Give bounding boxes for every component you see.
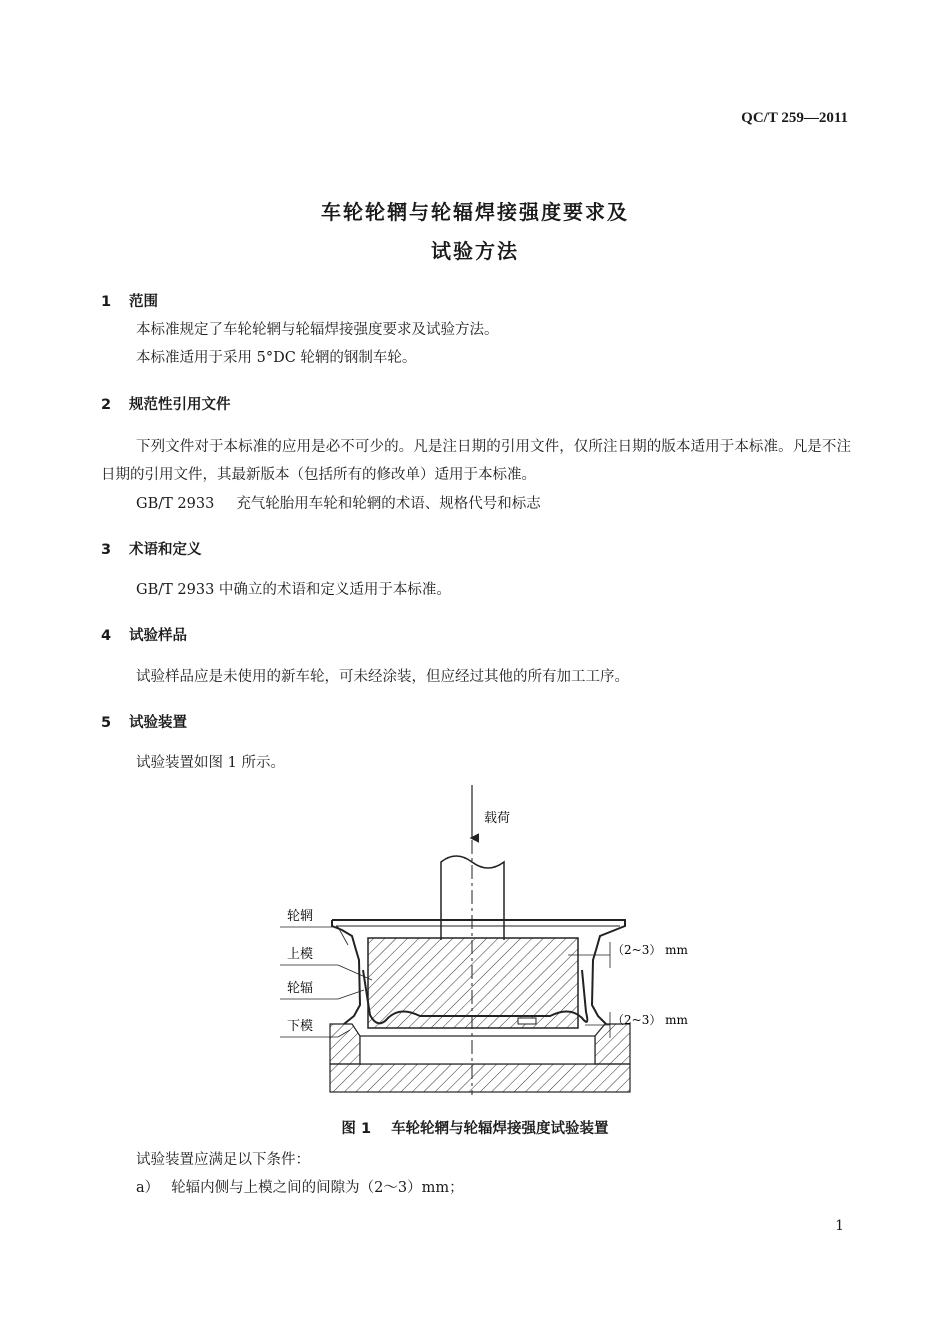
figure-title: 车轮轮辋与轮辐焊接强度试验装置 <box>391 1121 609 1137</box>
section-1-para-2: 本标准适用于采用 5°DC 轮辋的钢制车轮。 <box>136 350 417 366</box>
section-1-heading <box>101 290 158 311</box>
lower-die-right <box>595 1024 630 1064</box>
label-upper-die: 上模 <box>287 947 314 962</box>
label-lower-die: 下模 <box>287 1019 314 1034</box>
label-gap-upper: （2~3） mm <box>612 943 688 957</box>
list-text: 轮辐内侧与上模之间的间隙为（2～3）mm； <box>171 1180 464 1196</box>
document-title-line1: 车轮轮辋与轮辐焊接强度要求及 <box>321 200 629 224</box>
upper-die <box>368 938 578 1028</box>
figure-caption <box>0 1117 950 1138</box>
leader-upper-die <box>338 965 372 980</box>
section-title: 范围 <box>129 294 158 310</box>
figure-number: 图 1 <box>341 1121 372 1137</box>
list-marker: a） <box>136 1180 160 1196</box>
section-5-heading <box>101 711 187 732</box>
label-load: 载荷 <box>484 811 511 826</box>
section-4-heading <box>101 624 187 645</box>
standard-code: QC/T 259—2011 <box>741 110 848 126</box>
section-number: 2 <box>101 397 112 413</box>
label-gap-lower: （2~3） mm <box>612 1013 688 1027</box>
section-title: 规范性引用文件 <box>129 397 231 413</box>
label-disc: 轮辐 <box>287 981 314 996</box>
section-3-para-1: GB/T 2933 中确立的术语和定义适用于本标准。 <box>136 582 451 598</box>
label-rim: 轮辋 <box>287 909 314 924</box>
section-number: 1 <box>101 294 112 310</box>
document-title-line2: 试验方法 <box>431 239 519 263</box>
section-2-para-1: 下列文件对于本标准的应用是必不可少的。凡是注日期的引用文件，仅所注日期的版本适用于本标准。凡是不注日期的引用文件，其最新版本（包括所有的修改单）适用于本标准。 <box>101 439 851 483</box>
section-title: 试验装置 <box>129 715 187 731</box>
section-5-para-1: 试验装置如图 1 所示。 <box>136 755 285 771</box>
section-number: 4 <box>101 628 112 644</box>
lower-die-body <box>360 1036 595 1064</box>
base-plate <box>330 1064 630 1092</box>
page-number: 1 <box>835 1218 844 1234</box>
lower-die-left <box>330 1024 360 1064</box>
list-item-a <box>136 1178 464 1198</box>
test-fixture-diagram <box>260 780 700 1100</box>
section-4-para-1: 试验样品应是未使用的新车轮，可未经涂装，但应经过其他的所有加工工序。 <box>136 669 629 685</box>
section-title: 术语和定义 <box>129 542 202 558</box>
section-number: 5 <box>101 715 112 731</box>
reference-item <box>136 494 541 514</box>
section-5-para-2: 试验装置应满足以下条件： <box>136 1152 310 1168</box>
section-1-para-1: 本标准规定了车轮轮辋与轮辐焊接强度要求及试验方法。 <box>136 322 499 338</box>
reference-code: GB/T 2933 <box>136 496 215 512</box>
section-number: 3 <box>101 542 112 558</box>
section-3-heading <box>101 538 202 559</box>
disc-feature <box>518 1018 536 1024</box>
reference-title: 充气轮胎用车轮和轮辋的术语、规格代号和标志 <box>236 496 541 512</box>
section-title: 试验样品 <box>129 628 187 644</box>
section-2-heading <box>101 393 231 414</box>
